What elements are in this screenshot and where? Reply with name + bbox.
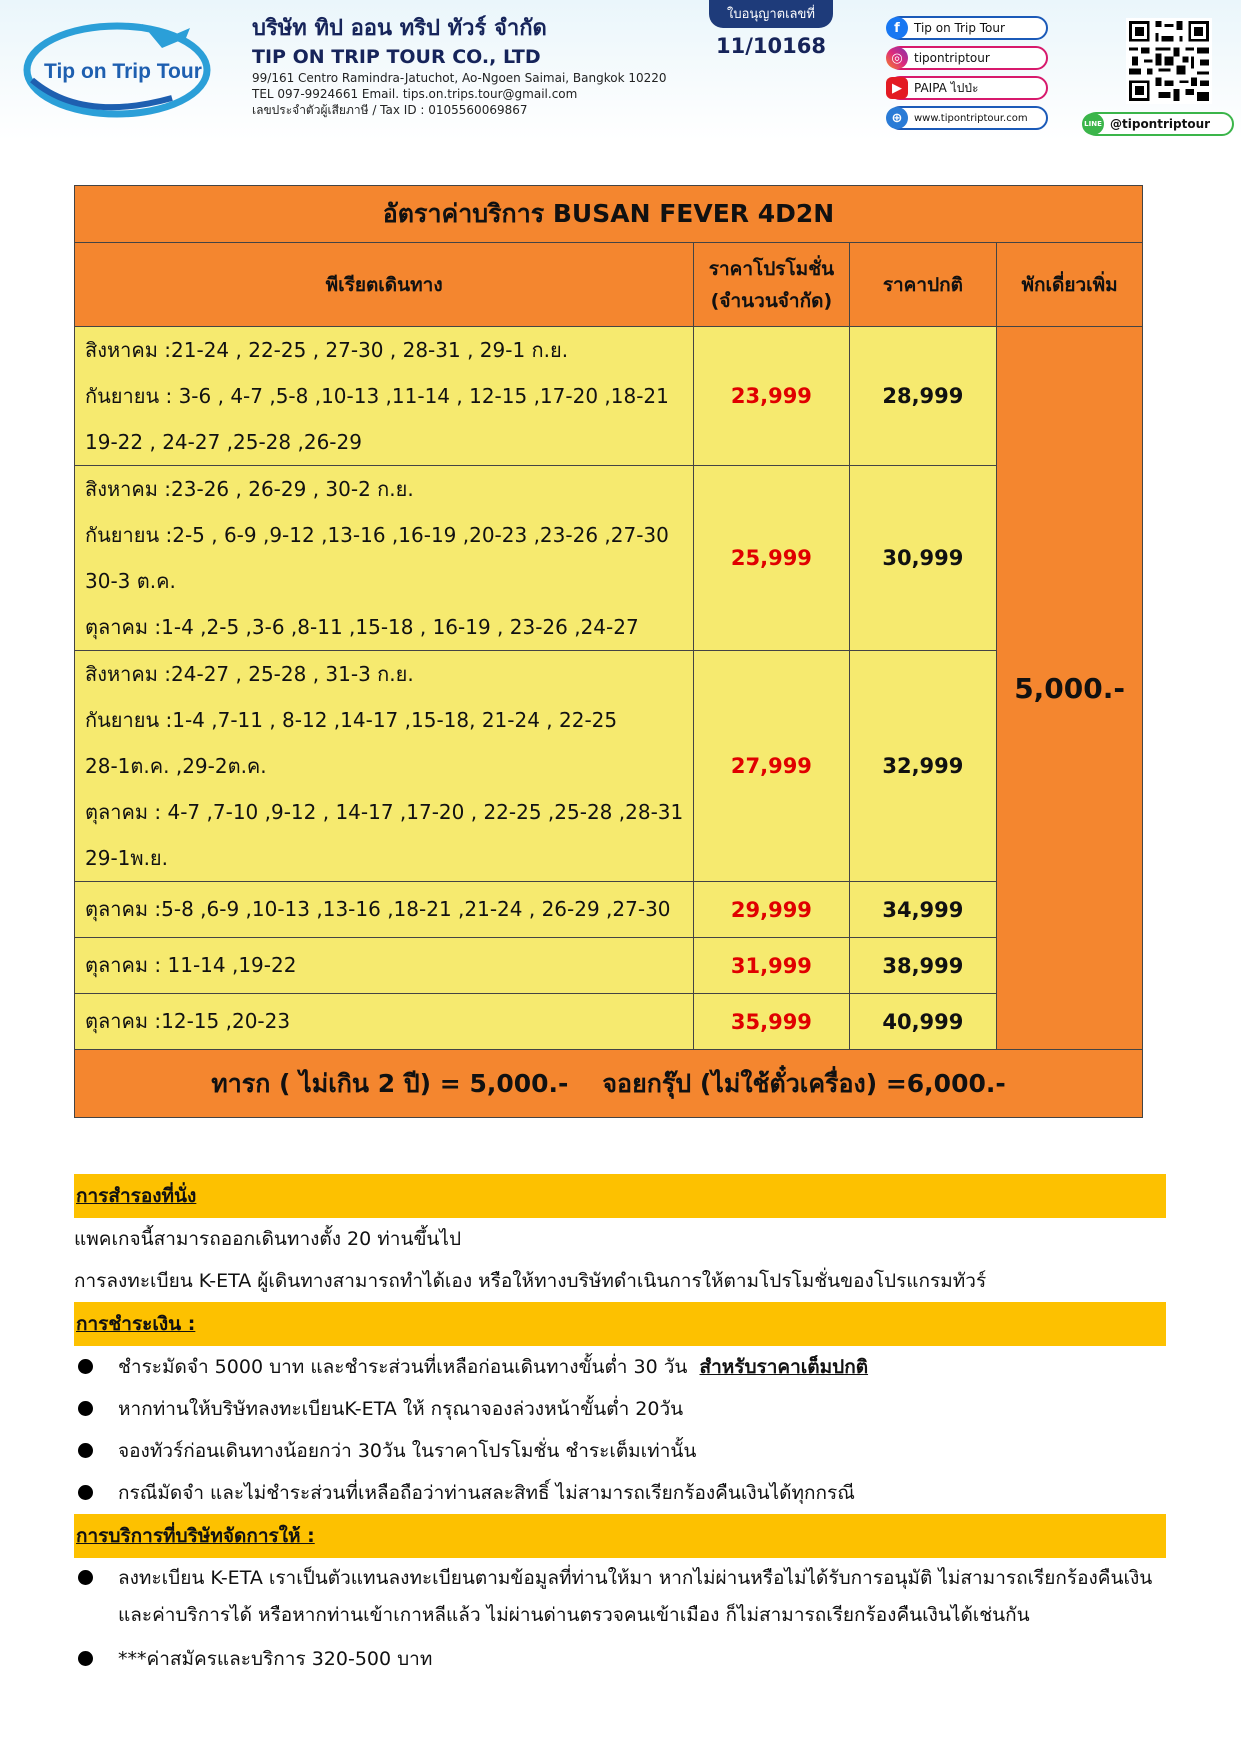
- line-link[interactable]: [1084, 112, 1234, 136]
- join-group-price: จอยกรุ๊ป (ไม่ใช้ตั๋วเครื่อง) =6,000.-: [602, 1068, 1006, 1098]
- header-regular: ราคาปกติ: [849, 243, 997, 327]
- svg-text:Tip on Trip Tour: Tip on Trip Tour: [44, 60, 202, 83]
- seat-line: การลงทะเบียน K-ETA ผู้เดินทางสามารถทำได้เอง หรือให้ทางบริษัทดำเนินการให้ตามโปรโมชั่นของโปรแกรมทัวร์: [74, 1270, 987, 1292]
- service-text: และค่าบริการได้ หรือหากท่านเข้าเกาหลีแล้ว ไม่ผ่านด่านตรวจคนเข้าเมือง ก็ไม่สามารถเรียกร้องคืนเงินได้เช่นกัน: [118, 1604, 1030, 1626]
- regular-price: 40,999: [849, 994, 997, 1050]
- period-cell: [75, 994, 694, 1050]
- social-links: [888, 16, 1048, 136]
- single-supplement: 5,000.-: [997, 327, 1143, 1050]
- table-row: [75, 327, 1143, 466]
- instagram-link[interactable]: [888, 46, 1048, 70]
- service-text: ***ค่าสมัครและบริการ 320-500 บาท: [118, 1648, 433, 1670]
- payment-emphasis: สำหรับราคาเต็มปกติ: [699, 1356, 869, 1378]
- header-period: พีเรียตเดินทาง: [75, 243, 694, 327]
- bullet-icon: [78, 1443, 93, 1458]
- payment-text: ชำระมัดจำ 5000 บาท และชำระส่วนที่เหลือก่อนเดินทางขั้นต่ำ 30 วัน: [118, 1356, 688, 1378]
- license-number: 11/10168: [716, 34, 826, 58]
- period-line: 29-1พ.ย.: [85, 846, 169, 870]
- payment-text: กรณีมัดจำ และไม่ชำระส่วนที่เหลือถือว่าท่านสละสิทธิ์ ไม่สามารถเรียกร้องคืนเงินได้ทุกกรณี: [118, 1482, 855, 1504]
- promo-price: 29,999: [694, 882, 849, 938]
- list-item: [74, 1430, 1166, 1472]
- period-cell: [75, 466, 694, 651]
- table-row: [75, 882, 1143, 938]
- line-label: @tipontriptour: [1110, 117, 1211, 131]
- table-row: [75, 994, 1143, 1050]
- list-item: [74, 1472, 1166, 1514]
- qr-code: [1126, 18, 1212, 104]
- license-label: ใบอนุญาตเลขที่: [709, 0, 833, 28]
- website-link[interactable]: [888, 106, 1048, 130]
- header-single: พักเดี่ยวเพิ่ม: [997, 243, 1143, 327]
- period-line: กันยายน :2-5 , 6-9 ,9-12 ,13-16 ,16-19 ,20-23 ,23-26 ,27-30: [85, 523, 669, 547]
- header-promo-line1: ราคาโปรโมชั่น: [708, 257, 835, 280]
- period-cell: [75, 938, 694, 994]
- period-cell: [75, 882, 694, 938]
- list-item: [74, 1346, 1166, 1388]
- period-line: สิงหาคม :23-26 , 26-29 , 30-2 ก.ย.: [85, 477, 414, 501]
- period-line: ตุลาคม : 4-7 ,7-10 ,9-12 , 14-17 ,17-20 , 22-25 ,25-28 ,28-31: [85, 800, 684, 824]
- regular-price: 28,999: [849, 327, 997, 466]
- period-line: สิงหาคม :24-27 , 25-28 , 31-3 ก.ย.: [85, 662, 414, 686]
- facebook-label: Tip on Trip Tour: [914, 21, 1005, 35]
- company-logo: [22, 18, 212, 118]
- company-name-thai: บริษัท ทิป ออน ทริป ทัวร์ จำกัด: [252, 16, 547, 41]
- regular-price: 30,999: [849, 466, 997, 651]
- company-address: 99/161 Centro Ramindra-Jatuchot, Ao-Ngoen Saimai, Bangkok 10220: [252, 71, 667, 85]
- payment-text: หากท่านให้บริษัทลงทะเบียนK-ETA ให้ กรุณาจองล่วงหน้าขั้นต่ำ 20วัน: [118, 1398, 684, 1420]
- list-item: [74, 1558, 1166, 1638]
- period-line: ตุลาคม :1-4 ,2-5 ,3-6 ,8-11 ,15-18 , 16-19 , 23-26 ,24-27: [85, 615, 639, 639]
- price-table-title: อัตราค่าบริการ BUSAN FEVER 4D2N: [75, 186, 1143, 243]
- infant-price: ทารก ( ไม่เกิน 2 ปี) = 5,000.-: [211, 1068, 569, 1098]
- website-label: www.tipontriptour.com: [914, 112, 1028, 124]
- promo-price: 23,999: [694, 327, 849, 466]
- company-contact: TEL 097-9924661 Email. tips.on.trips.tour@gmail.com: [252, 87, 578, 101]
- seat-reservation-title: การสำรองที่นั่ง: [76, 1185, 197, 1207]
- period-line: 19-22 , 24-27 ,25-28 ,26-29: [85, 430, 362, 454]
- regular-price: 34,999: [849, 882, 997, 938]
- table-row: [75, 938, 1143, 994]
- list-item: [74, 1388, 1166, 1430]
- header-promo: [694, 243, 849, 327]
- table-row: [75, 466, 1143, 651]
- services-list: [74, 1558, 1166, 1680]
- services-title: การบริการที่บริษัทจัดการให้ :: [76, 1525, 315, 1547]
- bullet-icon: [78, 1651, 93, 1666]
- terms-section: [74, 1174, 1166, 1680]
- bullet-icon: [78, 1401, 93, 1416]
- youtube-icon: ▶: [886, 77, 908, 99]
- payment-text: จองทัวร์ก่อนเดินทางน้อยกว่า 30วัน ในราคาโปรโมชั่น ชำระเต็มเท่านั้น: [118, 1440, 697, 1462]
- service-text: ลงทะเบียน K-ETA เราเป็นตัวแทนลงทะเบียนตามข้อมูลที่ท่านให้มา หากไม่ผ่านหรือไม่ได้รับการอนุมัติ ไม่สามารถเรียกร้องคืนเงิน: [118, 1567, 1153, 1589]
- payment-heading: [74, 1302, 1166, 1346]
- table-row: [75, 651, 1143, 882]
- period-line: กันยายน : 3-6 , 4-7 ,5-8 ,10-13 ,11-14 , 12-15 ,17-20 ,18-21: [85, 384, 669, 408]
- bullet-icon: [78, 1485, 93, 1500]
- license-block: [686, 0, 856, 70]
- regular-price: 32,999: [849, 651, 997, 882]
- instagram-label: tipontriptour: [914, 51, 990, 65]
- promo-price: 25,999: [694, 466, 849, 651]
- period-line: กันยายน :1-4 ,7-11 , 8-12 ,14-17 ,15-18, 21-24 , 22-25: [85, 708, 618, 732]
- facebook-icon: f: [886, 17, 908, 39]
- period-cell: [75, 651, 694, 882]
- youtube-link[interactable]: [888, 76, 1048, 100]
- letterhead: [0, 0, 1241, 140]
- price-table-header: [75, 243, 1143, 327]
- payment-list: [74, 1346, 1166, 1514]
- price-table: [74, 185, 1143, 1118]
- bullet-icon: [78, 1359, 93, 1374]
- list-item: [74, 1638, 1166, 1680]
- header-promo-line2: (จำนวนจำกัด): [710, 289, 833, 312]
- price-table-footer: [75, 1050, 1143, 1118]
- instagram-icon: ◎: [886, 47, 908, 69]
- footer-cell: [75, 1050, 1143, 1118]
- company-name-english: TIP ON TRIP TOUR CO., LTD: [252, 46, 541, 68]
- seat-reservation-heading: [74, 1174, 1166, 1218]
- services-heading: [74, 1514, 1166, 1558]
- web-icon: ⊕: [886, 107, 908, 129]
- period-line: 28-1ต.ค. ,29-2ต.ค.: [85, 754, 267, 778]
- period-line: ตุลาคม :12-15 ,20-23: [85, 1009, 291, 1033]
- promo-price: 35,999: [694, 994, 849, 1050]
- bullet-icon: [78, 1570, 93, 1585]
- period-line: ตุลาคม :5-8 ,6-9 ,10-13 ,13-16 ,18-21 ,21-24 , 26-29 ,27-30: [85, 897, 671, 921]
- company-tax-id: เลขประจำตัวผู้เสียภาษี / Tax ID : 0105560069867: [252, 103, 528, 117]
- payment-title: การชำระเงิน :: [76, 1313, 196, 1335]
- seat-line: แพคเกจนี้สามารถออกเดินทางตั้ง 20 ท่านขึ้นไป: [74, 1228, 462, 1250]
- period-cell: [75, 327, 694, 466]
- line-icon: LINE: [1082, 113, 1104, 135]
- promo-price: 27,999: [694, 651, 849, 882]
- period-line: 30-3 ต.ค.: [85, 569, 176, 593]
- company-info: [252, 14, 667, 118]
- period-line: ตุลาคม : 11-14 ,19-22: [85, 953, 297, 977]
- facebook-link[interactable]: [888, 16, 1048, 40]
- promo-price: 31,999: [694, 938, 849, 994]
- regular-price: 38,999: [849, 938, 997, 994]
- period-line: สิงหาคม :21-24 , 22-25 , 27-30 , 28-31 , 29-1 ก.ย.: [85, 338, 569, 362]
- youtube-label: PAIPA ไปป่ะ: [914, 80, 979, 95]
